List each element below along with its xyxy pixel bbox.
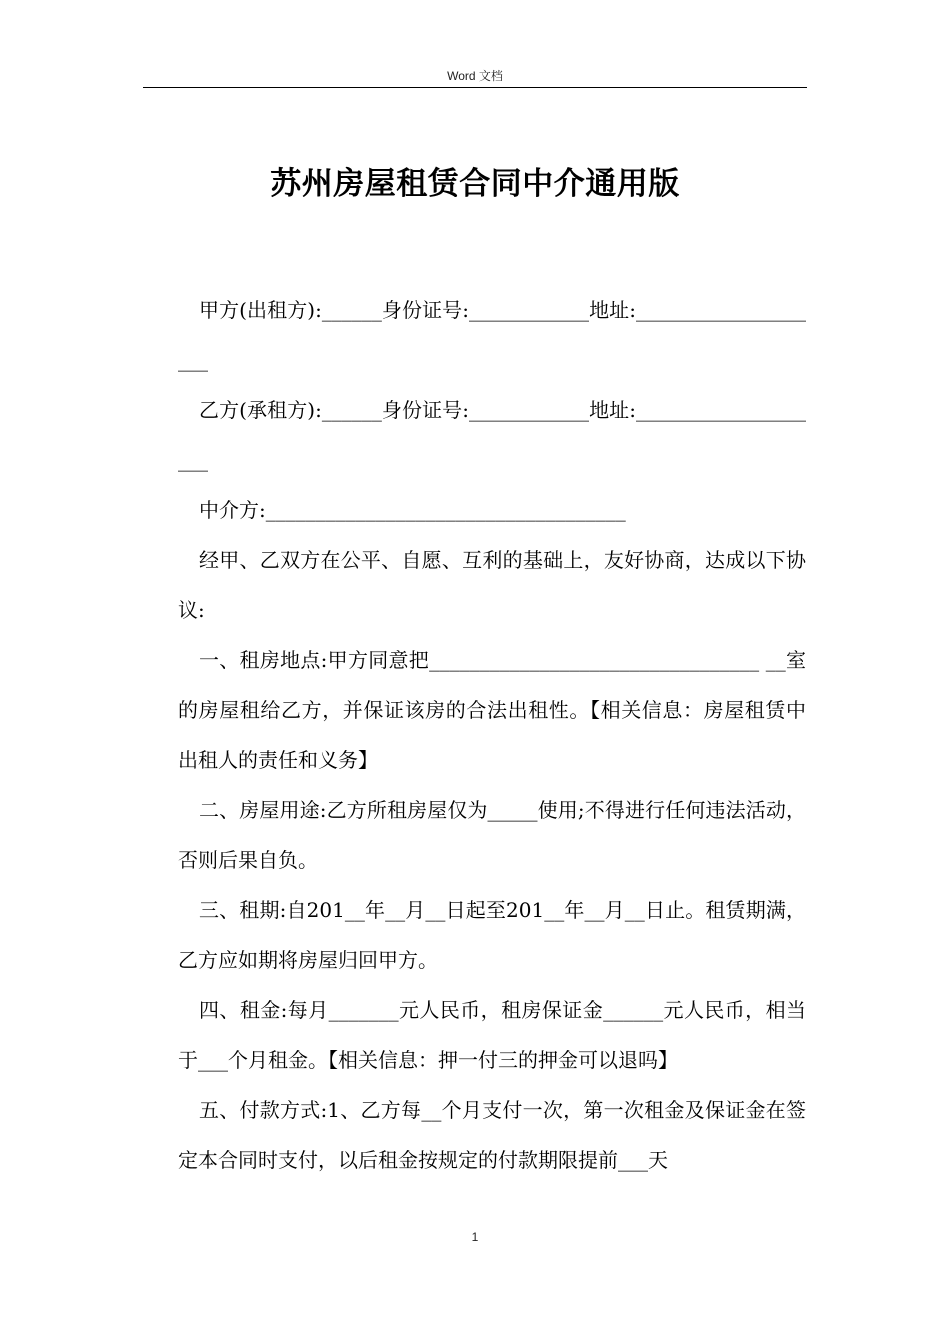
header-divider (143, 87, 807, 88)
clause-location: 一、租房地点:甲方同意把_________________________________ __室的房屋租给乙方，并保证该房的合法出租性。【相关信息：房屋租赁中出租人的责任和义务】 (178, 648, 806, 772)
clause-rent: 四、租金:每月_______元人民币，租房保证金______元人民币，相当于___个月租金。【相关信息：押一付三的押金可以退吗】 (178, 998, 806, 1072)
clause-term: 三、租期:自201__年__月__日起至201__年__月__日止。租赁期满，乙方应如期将房屋归回甲方。 (178, 898, 806, 972)
party-a-line: 甲方(出租方):______身份证号:____________地址:____________________ (178, 298, 806, 372)
agreement-intro: 经甲、乙双方在公平、自愿、互利的基础上，友好协商，达成以下协议: (178, 548, 806, 622)
page-header: Word 文档 (447, 69, 503, 83)
document-body (178, 285, 806, 1185)
agent-line: 中介方:____________________________________ (199, 498, 626, 522)
page-number: 1 (471, 1230, 479, 1244)
party-b-line: 乙方(承租方):______身份证号:____________地址:____________________ (178, 398, 806, 472)
clause-usage: 二、房屋用途:乙方所租房屋仅为_____使用;不得进行任何违法活动，否则后果自负。 (178, 798, 806, 872)
document-title: 苏州房屋租赁合同中介通用版 (270, 166, 680, 202)
clause-payment: 五、付款方式:1、乙方每__个月支付一次，第一次租金及保证金在签定本合同时支付，以后租金按规定的付款期限提前___天 (178, 1098, 806, 1172)
